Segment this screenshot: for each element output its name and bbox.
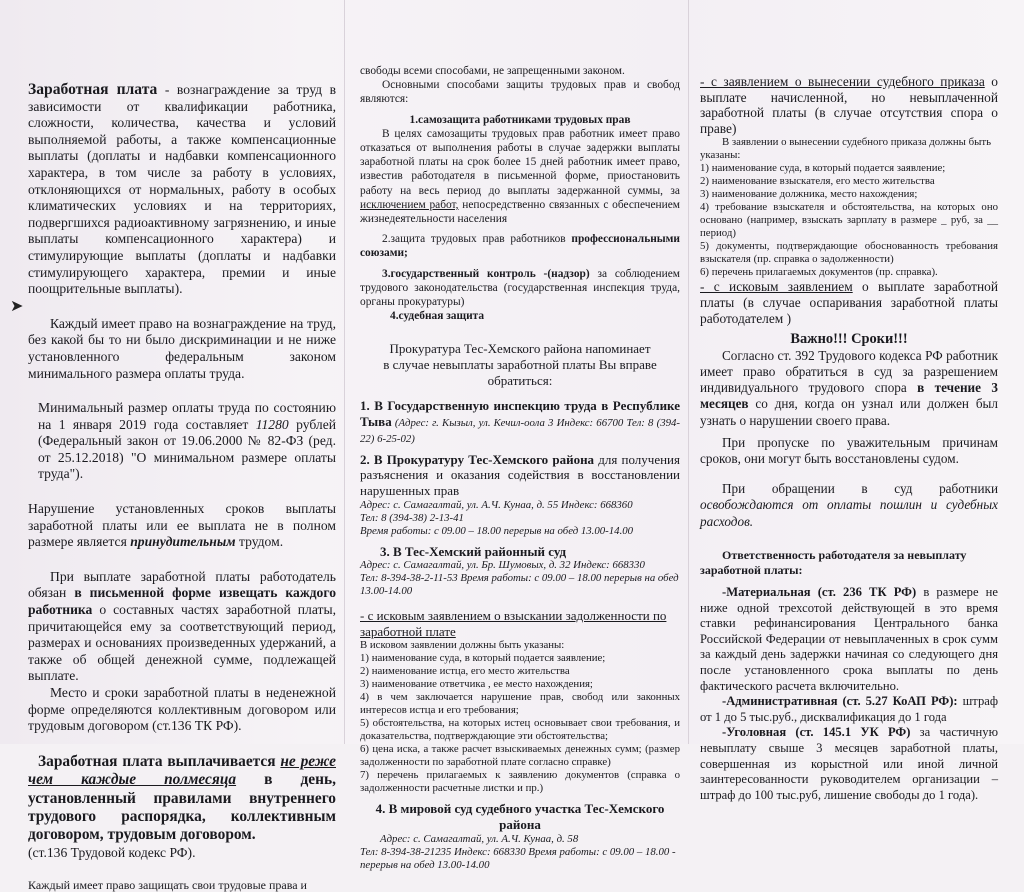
deadline-paragraph: Согласно ст. 392 Трудового кодекса РФ работник имеет право обратиться в суд за разрешением индивидуального трудового спора в течение 3 месяцев со дня, когда он узнал или должен был узнать о нарушении своего права. <box>700 347 998 428</box>
fold-line-right <box>688 0 689 744</box>
prosecutor-hours: Время работы: с 09.00 – 18.00 перерыв на обед 13.00-14.00 <box>360 524 634 537</box>
list-item: 1) наименование суда, в который подается заявление; <box>360 652 606 665</box>
list-item: 1) наименование суда, в который подается заявление; <box>700 162 946 175</box>
methods-intro: Основными способами защиты трудовых прав и свобод являются: <box>360 79 680 106</box>
org-labor-inspection: 1. В Государственную инспекцию труда в Республике Тыва (Адрес: г. Кызыл, ул. Кечил-оола 3 Индекс: 66700 Тел: 8 (394-22) 6-25-02) <box>360 398 680 445</box>
magistrate-phone-hours: Тел: 8-394-38-21235 Индекс: 668330 Время работы: с 09.00 – 18.00 - перерыв на обед 13.00-14.00 <box>360 845 676 871</box>
minimum-wage-paragraph: Минимальный размер оплаты труда по состоянию на 1 января 2019 года составляет 11280 рублей (Федеральный закон от 19.06.2000 № 82-ФЗ (ред. от 25.12.2018) "О минимальном размере оплаты труда"). <box>38 400 337 482</box>
column-right <box>700 0 999 802</box>
prosecutor-reminder-subtitle: в случае невыплаты заработной платы Вы вправе обратиться: <box>383 357 657 388</box>
administrative-liability: -Административная (ст. 5.27 КоАП РФ): штраф от 1 до 5 тыс.руб., дисквалификация до 1 года <box>700 694 998 724</box>
labor-code-reference: (ст.136 Трудовой кодекс РФ). <box>28 844 196 860</box>
fold-line-left <box>344 0 345 744</box>
list-item: 6) цена иска, а также расчет взыскиваемых денежных сумм; (размер задолженности по заработной плате согласно справке) <box>360 743 680 769</box>
claim-requirements-list <box>360 652 680 795</box>
prosecutor-reminder-title: Прокуратура Тес-Хемского района напоминает <box>389 341 651 357</box>
claim-title: - с исковым заявлением о взыскании задолженности по заработной плате <box>360 608 667 639</box>
freedoms-line: свободы всеми способами, не запрещенными законом. <box>360 65 625 77</box>
nonmonetary-paragraph: Место и сроки заработной платы в неденежной форме определяются коллективным договором или трудовым договором (ст.136 ТК РФ). <box>28 685 336 734</box>
material-liability: -Материальная (ст. 236 ТК РФ) в размере не ниже одной трехсотой действующей в это время ставки рефинансирования Центрального банка Российской Федерации от невыплаченных в срок сумм за каждый день задержки начиная со следующего дня после установленного срока выплаты по день фактического расчета включительно. <box>700 584 998 693</box>
court-phone-hours: Тел: 8-394-38-2-11-53 Время работы: с 09.00 – 18.00 перерыв на обед 13.00-14.00 <box>360 572 679 598</box>
list-item: 5) обстоятельства, на которых истец основывает свои требования, и доказательства, подтверждающие эти обстоятельства; <box>360 717 680 743</box>
list-item: 3) наименование должника, место нахождения; <box>700 188 918 201</box>
column-left <box>28 0 337 892</box>
protection-rights-line: Каждый имеет право защищать свои трудовые права и <box>28 878 307 892</box>
method-judicial: 4.судебная защита <box>390 310 485 323</box>
self-protection-text: В целях самозащиты трудовых прав работник имеет право отказаться от выполнения работы в случае задержки выплаты заработной платы на срок более 15 дней работник имеет право, известив работодателя в письменной форме, приостановить работу на весь период до выплаты задержанной суммы, за исключением работ, непосредственно связанных с обеспечением жизнедеятельности населения <box>360 127 680 226</box>
arrow-bullet-icon: ➤ <box>10 298 24 315</box>
court-order-intro: В заявлении о вынесении судебного приказа должны быть указаны: <box>700 136 992 162</box>
court-address: Адрес: с. Самагалтай, ул. Бр. Шумовых, д. 32 Индекс: 668330 <box>360 559 645 572</box>
list-item: 4) в чем заключается нарушение прав, свобод или законных интересов истца и его требования; <box>360 691 680 717</box>
prosecutor-phone: Тел: 8 (394-38) 2-13-41 <box>360 511 464 524</box>
method-unions: 2.защита трудовых прав работников профессиональными союзами; <box>360 233 680 260</box>
responsibility-title: Ответственность работодателя за невыплату заработной платы: <box>700 547 967 578</box>
claim-intro: В исковом заявлении должны быть указаны: <box>360 639 565 652</box>
notify-paragraph: При выплате заработной платы работодатель обязан в письменной форме извещать каждого работника о составных частях заработной платы, причитающейся ему за соответствующий период, размерах и основаниях произведенных удержаний, а также об общей денежной сумме, подлежащей выплате. <box>28 568 336 684</box>
list-item: 5) документы, подтверждающие обоснованность требования взыскателя (пр. справка о задолженности) <box>700 240 998 266</box>
list-item: 7) перечень прилагаемых к заявлению документов (справка о задолженности расчетные листки и пр.) <box>360 769 680 795</box>
list-item: 4) требование взыскателя и обстоятельства, на которых оно основано (например, взыскать зарплату в размере _ руб, за __ период) <box>700 201 998 240</box>
payment-frequency-paragraph: Заработная плата выплачивается не реже чем каждые полмесяца в день, установленный правилами внутреннего трудового распорядка, коллективным договором, трудовым договором. <box>28 752 336 844</box>
lawsuit-paragraph: - с исковым заявлением о выплате заработной платы (в случае оспаривания заработной платы работодателем ) <box>700 279 998 326</box>
list-item: 6) перечень прилагаемых документов (пр. справка). <box>700 266 938 279</box>
definition-paragraph: Заработная плата - вознаграждение за труд в зависимости от квалификации работника, сложности, количества, качества и условий выполняемой работы, а также компенсационные выплаты (доплаты и надбавки компенсационного характера, в том числе за работу в условиях, отклоняющихся от нормальных, работу в особых климатических условиях и на территориях, подвергшихся радиоактивному загрязнению, и иные выплаты компенсационного характера) и стимулирующие выплаты (доплаты и надбавки стимулирующего характера, премии и иные поощрительные выплаты). <box>28 81 336 297</box>
fee-exemption-paragraph: При обращении в суд работники освобождаются от оплаты пошлин и судебных расходов. <box>700 481 998 529</box>
violation-paragraph: Нарушение установленных сроков выплаты заработной платы или ее выплата не в полном размере является принудительным трудом. <box>28 501 336 550</box>
method-self-protection: 1.самозащита работниками трудовых прав <box>409 113 631 126</box>
prosecutor-address: Адрес: с. Самагалтай, ул. А.Ч. Кунаа, д. 55 Индекс: 668360 <box>360 498 633 511</box>
org-district-court: 3. В Тес-Хемский районный суд <box>380 543 567 559</box>
org-prosecutor-office: 2. В Прокуратуру Тес-Хемского района для получения разъяснения и оказания содействия в восстановлении нарушенных прав <box>360 451 680 499</box>
column-middle <box>360 0 680 871</box>
restore-paragraph: При пропуске по уважительным причинам сроков, они могут быть восстановлены судом. <box>700 434 998 466</box>
magistrate-address: Адрес: с. Самагалтай, ул. А.Ч. Кунаа, д. 58 <box>380 832 579 845</box>
court-order-requirements-list <box>700 162 998 279</box>
right-to-pay-paragraph: Каждый имеет право на вознаграждение на труд, без какой бы то ни было дискриминации и не ниже установленного федеральным законом минимального размера оплаты труда. <box>28 315 336 381</box>
list-item: 2) наименование взыскателя, его место жительства <box>700 175 935 188</box>
court-order-paragraph: - с заявлением о вынесении судебного приказа о выплате начисленной, но невыплаченной заработной платы (в случае отсутствия спора о праве) <box>700 74 999 136</box>
method-state-control: 3.государственный контроль -(надзор) за соблюдением трудового законодательства (государственная инспекция труда, органы прокуратуры) <box>360 267 680 309</box>
org-magistrate-court: 4. В мировой суд судебного участка Тес-Хемского района <box>375 801 665 832</box>
list-item: 3) наименование ответчика , ее место нахождения; <box>360 678 593 691</box>
deadline-title: Важно!!! Сроки!!! <box>790 331 908 348</box>
criminal-liability: -Уголовная (ст. 145.1 УК РФ) за частичную невыплату свыше 3 месяцев заработной платы, совершенная из корыстной или иной личной заинтересованности руководителем организации – штраф до 100 тыс.руб, лишение свободы до 1 года). <box>700 725 998 802</box>
list-item: 2) наименование истца, его место жительства <box>360 665 570 678</box>
